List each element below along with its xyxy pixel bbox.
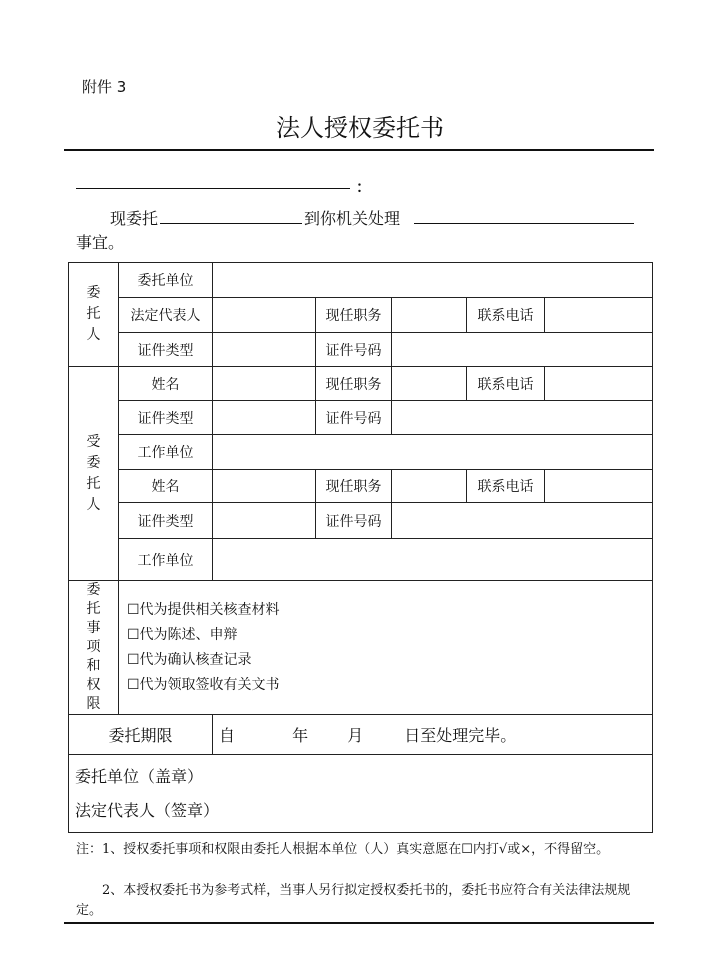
matter-checkbox-provide-materials[interactable]: ☐代为提供相关核查材料 bbox=[127, 601, 280, 618]
table-row bbox=[69, 401, 653, 435]
unit-seal-label: 委托单位（盖章） bbox=[75, 766, 204, 786]
agent2-id-number-field[interactable] bbox=[392, 503, 653, 539]
entrust-prefix: 现委托 bbox=[110, 209, 159, 228]
principal-group-cell bbox=[69, 263, 119, 367]
table-row bbox=[69, 503, 653, 539]
agent2-phone-field[interactable] bbox=[545, 470, 653, 503]
matter-checkbox-statement-defense[interactable]: ☐代为陈述、申辩 bbox=[127, 626, 238, 643]
agent-blank-line[interactable] bbox=[160, 223, 302, 224]
principal-legal-rep-field[interactable] bbox=[213, 298, 316, 333]
bottom-rule bbox=[64, 922, 654, 924]
agent-group-char: 人 bbox=[86, 496, 101, 513]
agent1-id-number-label: 证件号码 bbox=[316, 401, 392, 435]
agent1-id-type-label: 证件类型 bbox=[119, 401, 213, 435]
period-day-until: 日至处理完毕。 bbox=[404, 726, 517, 745]
matters-group-char: 托 bbox=[86, 601, 101, 617]
period-label: 委托期限 bbox=[69, 715, 213, 755]
matters-group-char: 和 bbox=[86, 658, 101, 674]
period-field[interactable] bbox=[213, 715, 653, 755]
principal-position-label: 现任职务 bbox=[316, 298, 392, 333]
signature-area[interactable] bbox=[69, 755, 653, 833]
table-row bbox=[69, 263, 653, 298]
matter-checkbox-confirm-records[interactable]: ☐代为确认核查记录 bbox=[127, 651, 252, 668]
matters-group-char: 限 bbox=[86, 696, 101, 712]
agent2-position-label: 现任职务 bbox=[316, 470, 392, 503]
agent1-phone-field[interactable] bbox=[545, 367, 653, 401]
matters-group-char: 项 bbox=[86, 639, 101, 655]
table-row bbox=[69, 367, 653, 401]
table-row bbox=[69, 581, 653, 715]
principal-id-number-field[interactable] bbox=[392, 333, 653, 367]
document-title: 法人授权委托书 bbox=[276, 114, 444, 142]
matter-checkbox-receive-documents[interactable]: ☐代为领取签收有关文书 bbox=[127, 676, 280, 693]
agent2-name-label: 姓名 bbox=[119, 470, 213, 503]
agent2-name-field[interactable] bbox=[213, 470, 316, 503]
agent1-position-field[interactable] bbox=[392, 367, 467, 401]
agent-group-char: 委 bbox=[86, 454, 101, 471]
principal-phone-label: 联系电话 bbox=[467, 298, 545, 333]
matters-group-char: 委 bbox=[86, 582, 101, 598]
principal-id-number-label: 证件号码 bbox=[316, 333, 392, 367]
agent1-workplace-label: 工作单位 bbox=[119, 435, 213, 470]
period-from: 自 bbox=[219, 726, 236, 745]
matters-group-cell bbox=[69, 581, 119, 715]
agent-group-cell bbox=[69, 367, 119, 581]
addressee-blank-line[interactable] bbox=[76, 188, 350, 189]
table-row bbox=[69, 539, 653, 581]
table-row bbox=[69, 715, 653, 755]
agent1-id-type-field[interactable] bbox=[213, 401, 316, 435]
agent-group-char: 托 bbox=[86, 475, 101, 492]
entrust-end: 事宜。 bbox=[76, 233, 125, 252]
matter-blank-line[interactable] bbox=[414, 223, 634, 224]
legal-rep-sign-label: 法定代表人（签章） bbox=[75, 800, 220, 820]
matters-group-char: 权 bbox=[86, 677, 101, 693]
principal-phone-field[interactable] bbox=[545, 298, 653, 333]
matters-list bbox=[119, 581, 653, 715]
principal-id-type-label: 证件类型 bbox=[119, 333, 213, 367]
agent2-position-field[interactable] bbox=[392, 470, 467, 503]
agent2-id-type-label: 证件类型 bbox=[119, 503, 213, 539]
principal-group-char: 人 bbox=[86, 327, 101, 343]
note-1: 注：1、授权委托事项和权限由委托人根据本单位（人）真实意愿在☐内打√或×，不得留空。 bbox=[76, 842, 610, 857]
table-row bbox=[69, 333, 653, 367]
matters-group-char: 事 bbox=[86, 620, 101, 636]
note-2: 2、本授权委托书为参考式样，当事人另行拟定授权委托书的，委托书应符合有关法律法规规定。 bbox=[76, 883, 631, 918]
table-row bbox=[69, 435, 653, 470]
agent1-workplace-field[interactable] bbox=[213, 435, 653, 470]
agent1-position-label: 现任职务 bbox=[316, 367, 392, 401]
agent-group-char: 受 bbox=[86, 433, 101, 450]
agent1-phone-label: 联系电话 bbox=[467, 367, 545, 401]
principal-unit-field[interactable] bbox=[213, 263, 653, 298]
agent1-name-field[interactable] bbox=[213, 367, 316, 401]
table-row bbox=[69, 470, 653, 503]
principal-group-char: 托 bbox=[86, 306, 101, 322]
agent1-name-label: 姓名 bbox=[119, 367, 213, 401]
principal-id-type-field[interactable] bbox=[213, 333, 316, 367]
principal-legal-rep-label: 法定代表人 bbox=[119, 298, 213, 333]
agent2-workplace-field[interactable] bbox=[213, 539, 653, 581]
agent2-workplace-label: 工作单位 bbox=[119, 539, 213, 581]
entrust-mid: 到你机关处理 bbox=[304, 209, 401, 228]
table-row bbox=[69, 298, 653, 333]
attachment-label: 附件 3 bbox=[82, 78, 127, 96]
agent2-phone-label: 联系电话 bbox=[467, 470, 545, 503]
agent2-id-type-field[interactable] bbox=[213, 503, 316, 539]
period-month: 月 bbox=[347, 726, 364, 745]
period-year: 年 bbox=[292, 726, 309, 745]
agent2-id-number-label: 证件号码 bbox=[316, 503, 392, 539]
principal-position-field[interactable] bbox=[392, 298, 467, 333]
principal-unit-label: 委托单位 bbox=[119, 263, 213, 298]
authorization-form-table bbox=[68, 262, 653, 833]
top-rule bbox=[64, 149, 654, 151]
agent1-id-number-field[interactable] bbox=[392, 401, 653, 435]
table-row bbox=[69, 755, 653, 833]
principal-group-char: 委 bbox=[86, 285, 101, 301]
addressee-colon: ： bbox=[356, 178, 372, 196]
